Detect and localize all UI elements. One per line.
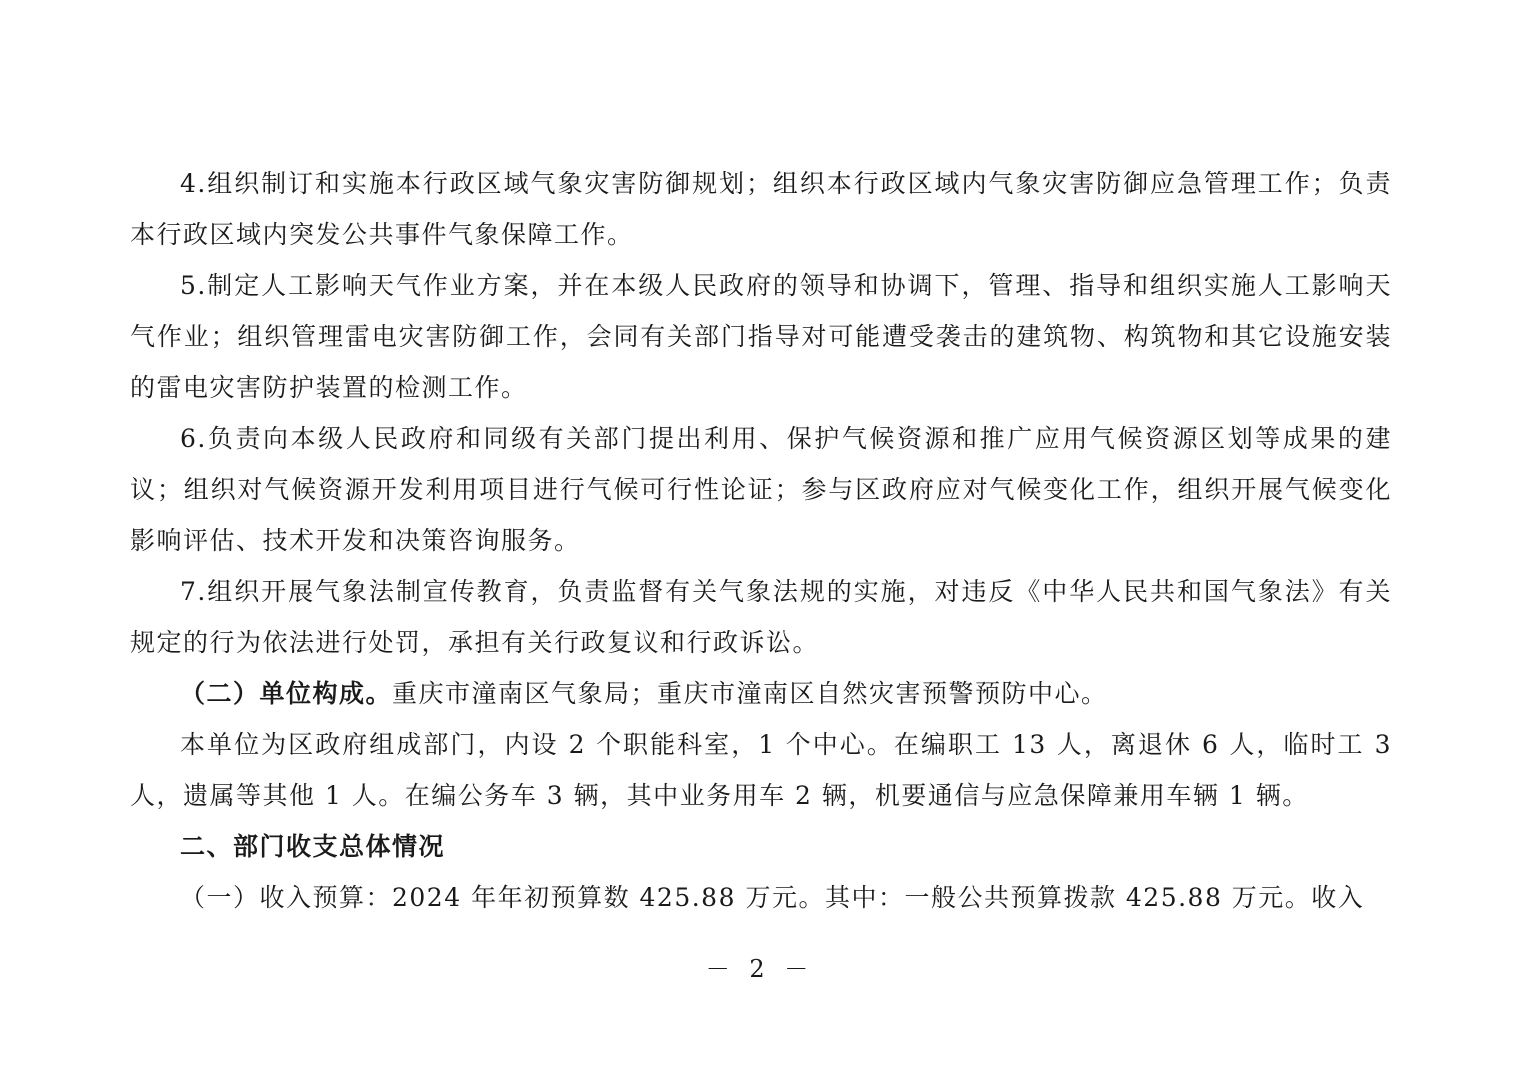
document-body: [130, 158, 1392, 923]
section-heading: 二、部门收支总体情况: [180, 832, 446, 861]
unit-detail-paragraph: 本单位为区政府组成部门，内设 2 个职能科室，1 个中心。在编职工 13 人，离退休 6 人，临时工 3 人，遗属等其他 1 人。在编公务车 3 辆，其中业务用车 2 辆，机要通信与应急保障兼用车辆 1 辆。: [130, 730, 1392, 810]
unit-composition-paragraph: [130, 668, 1392, 719]
page-number: － 2 －: [705, 955, 815, 983]
paragraph-item-5: 5.制定人工影响天气作业方案，并在本级人民政府的领导和协调下，管理、指导和组织实施人工影响天气作业；组织管理雷电灾害防御工作，会同有关部门指导对可能遭受袭击的建筑物、构筑物和其它设施安装的雷电灾害防护装置的检测工作。: [130, 271, 1392, 402]
unit-composition-lead: （二）单位构成。: [180, 679, 393, 708]
unit-composition-text: 重庆市潼南区气象局；重庆市潼南区自然灾害预警预防中心。: [392, 679, 1108, 708]
income-budget-paragraph: （一）收入预算：2024 年年初预算数 425.88 万元。其中：一般公共预算拨款 425.88 万元。收入: [180, 883, 1365, 912]
paragraph-item-4: 4.组织制订和实施本行政区域气象灾害防御规划；组织本行政区域内气象灾害防御应急管理工作；负责本行政区域内突发公共事件气象保障工作。: [130, 169, 1392, 249]
paragraph-item-6: 6.负责向本级人民政府和同级有关部门提出利用、保护气候资源和推广应用气候资源区划等成果的建议；组织对气候资源开发利用项目进行气候可行性论证；参与区政府应对气候变化工作，组织开展气候变化影响评估、技术开发和决策咨询服务。: [130, 424, 1392, 555]
paragraph-item-7: 7.组织开展气象法制宣传教育，负责监督有关气象法规的实施，对违反《中华人民共和国气象法》有关规定的行为依法进行处罚，承担有关行政复议和行政诉讼。: [130, 577, 1392, 657]
